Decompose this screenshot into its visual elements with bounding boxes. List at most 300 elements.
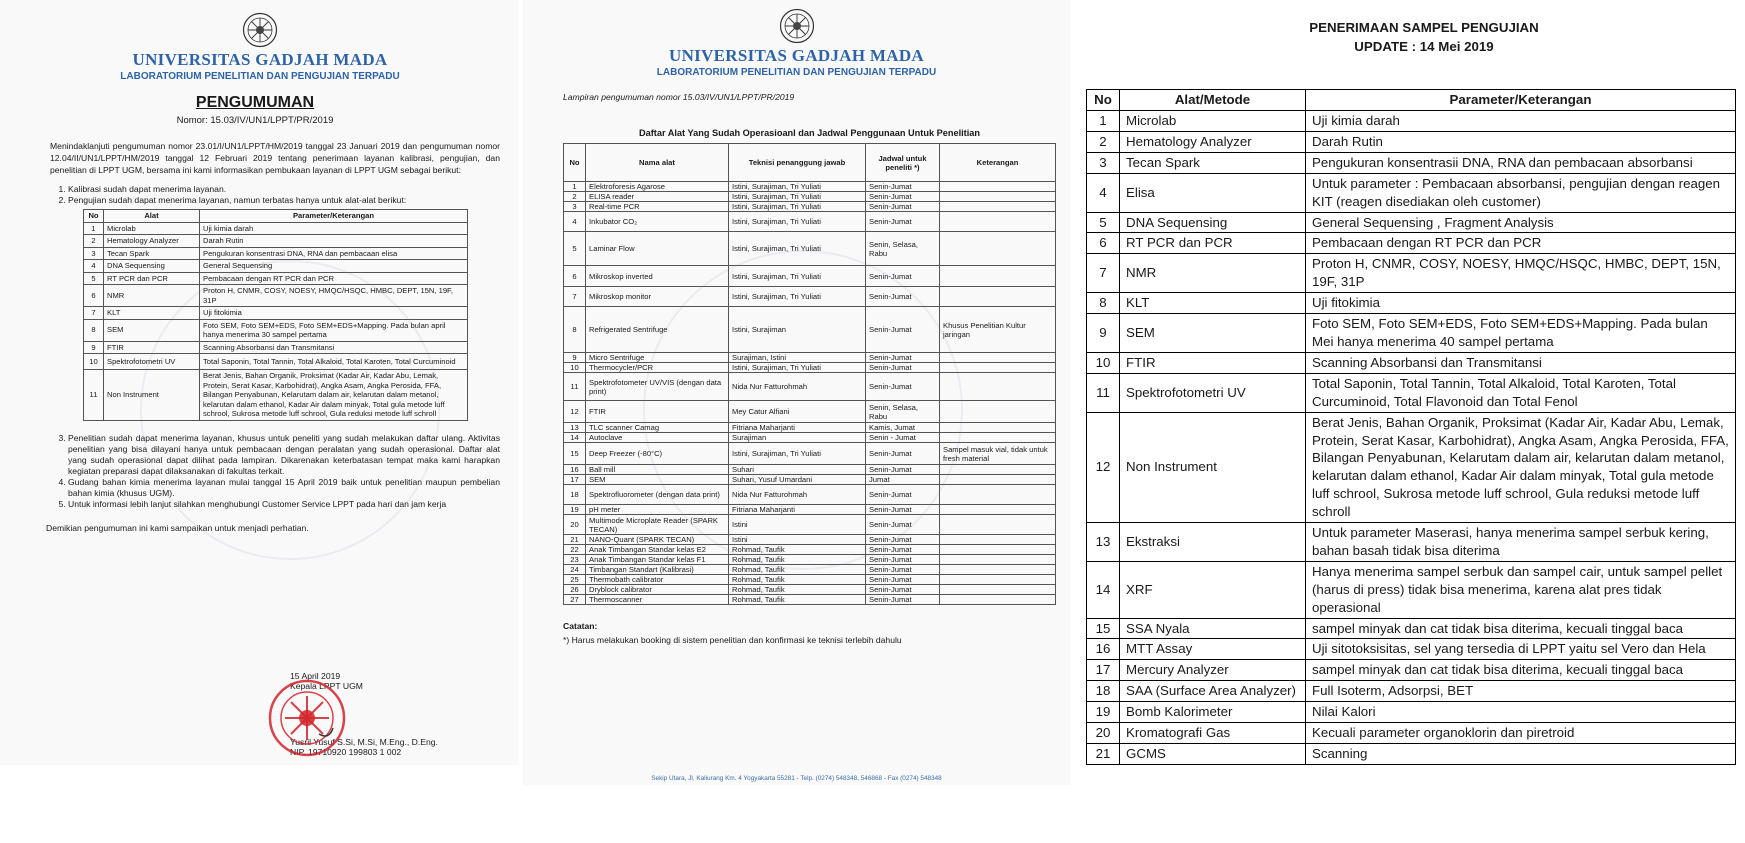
table-row [564, 433, 1056, 443]
signer-title: Kepala LPPT UGM [290, 681, 363, 691]
row-schedule: Senin-Jumat [866, 515, 940, 535]
row-parameters: Pengukuran konsentrasii DNA, RNA dan pembacaan absorbansi [1306, 152, 1736, 173]
table-row [1087, 373, 1736, 412]
row-instrument: RT PCR dan PCR [104, 272, 200, 285]
row-method: Non Instrument [1120, 412, 1306, 522]
row-equipment-name: Ball mill [586, 465, 729, 475]
table-row [564, 535, 1056, 545]
row-schedule: Senin-Jumat [866, 307, 940, 353]
row-technician: Istini, Surajiman, Tri Yuliati [729, 232, 866, 266]
table-row [84, 319, 468, 341]
row-number: 24 [564, 565, 586, 575]
table-row [84, 341, 468, 354]
row-number: 11 [564, 373, 586, 401]
row-parameters: Pembacaan dengan RT PCR dan PCR [200, 272, 468, 285]
panel-title [1112, 18, 1736, 56]
row-number: 11 [1087, 373, 1120, 412]
row-equipment-name: FTIR [586, 401, 729, 423]
row-schedule: Senin-Jumat [866, 565, 940, 575]
row-technician: Istini, Surajiman, Tri Yuliati [729, 212, 866, 232]
row-method: SSA Nyala [1120, 618, 1306, 639]
column-header: Alat [104, 210, 200, 223]
university-name: UNIVERSITAS GADJAH MADA [132, 50, 388, 69]
row-method: GCMS [1120, 744, 1306, 765]
row-parameters: General Sequensing , Fragment Analysis [1306, 212, 1736, 233]
row-technician: Istini, Surajiman, Tri Yuliati [729, 182, 866, 192]
row-technician: Mey Catur Alfiani [729, 401, 866, 423]
row-remarks: Khusus Penelitian Kultur jaringan [940, 307, 1056, 353]
row-equipment-name: Mikroskop monitor [586, 287, 729, 307]
row-remarks [940, 423, 1056, 433]
row-schedule: Senin-Jumat [866, 443, 940, 465]
table-row [1087, 723, 1736, 744]
row-equipment-name: Anak Timbangan Standar kelas F1 [586, 555, 729, 565]
row-method: Microlab [1120, 111, 1306, 132]
sample-acceptance-table [1086, 89, 1736, 765]
row-parameters: Proton H, CNMR, COSY, NOESY, HMQC/HSQC, HMBC, DEPT, 15N, 19F, 31P [1306, 254, 1736, 293]
row-equipment-name: Thermobath calibrator [586, 575, 729, 585]
row-equipment-name: Deep Freezer (-80°C) [586, 443, 729, 465]
column-header: Jadwal untuk peneliti *) [866, 144, 940, 182]
row-method: Kromatografi Gas [1120, 723, 1306, 744]
row-technician: Istini, Surajiman, Tri Yuliati [729, 287, 866, 307]
row-technician: Fitriana Maharjanti [729, 505, 866, 515]
row-method: NMR [1120, 254, 1306, 293]
row-parameters: Berat Jenis, Bahan Organik, Proksimat (Kadar Air, Kadar Abu, Lemak, Protein, Serat Kasar, Karbohidrat), Angka Asam, Angka Perosida, FFA, Bilangan Penyabunan, Kelarutam dalam air, kelarutan dalam metanol, kelarutan dalam ethanol, Kadar Air dalam minyak, Total gula metode luff schrool, Sukrosa metode luff schrool, Gula reduksi metode luff schroll [200, 370, 468, 421]
row-equipment-name: Autoclave [586, 433, 729, 443]
column-header: Parameter/Keterangan [200, 210, 468, 223]
row-number: 12 [1087, 412, 1120, 522]
row-number: 8 [564, 307, 586, 353]
table-row [564, 192, 1056, 202]
table-row [1087, 523, 1736, 562]
row-parameters: Foto SEM, Foto SEM+EDS, Foto SEM+EDS+Mapping. Pada bulan Mei hanya menerima 40 sampel pertama [1306, 314, 1736, 353]
table-row [1087, 618, 1736, 639]
row-number: 6 [1087, 233, 1120, 254]
row-technician: Istini, Surajiman, Tri Yuliati [729, 192, 866, 202]
row-equipment-name: Laminar Flow [586, 232, 729, 266]
row-parameters: Pengukuran konsentrasi DNA, RNA dan pembacaan elisa [200, 247, 468, 260]
row-remarks [940, 575, 1056, 585]
row-method: DNA Sequensing [1120, 212, 1306, 233]
table-row [1087, 744, 1736, 765]
row-schedule: Senin-Jumat [866, 595, 940, 605]
row-remarks [940, 555, 1056, 565]
row-remarks [940, 353, 1056, 363]
row-technician: Istini, Surajiman [729, 307, 866, 353]
row-parameters: Uji kimia darah [1306, 111, 1736, 132]
row-number: 8 [1087, 293, 1120, 314]
row-number: 2 [564, 192, 586, 202]
row-equipment-name: Inkubator CO₂ [586, 212, 729, 232]
table-row [564, 585, 1056, 595]
row-parameters: Proton H, CNMR, COSY, NOESY, HMQC/HSQC, HMBC, DEPT, 15N, 19F, 31P [200, 285, 468, 307]
table-row [564, 475, 1056, 485]
table-row [564, 373, 1056, 401]
row-remarks [940, 192, 1056, 202]
service-list-bottom [68, 433, 500, 510]
row-remarks [940, 505, 1056, 515]
row-equipment-name: NANO-Quant (SPARK TECAN) [586, 535, 729, 545]
table-row [564, 595, 1056, 605]
row-technician: Rohmad, Taufik [729, 545, 866, 555]
row-number: 8 [84, 319, 104, 341]
table-row [84, 307, 468, 320]
table-row [564, 423, 1056, 433]
address-footer: Sekip Utara, Jl. Kaliurang Km. 4 Yogyakarta 55281 - Telp. (0274) 548348, 546868 - Fax (0274) 548348 [651, 775, 942, 782]
row-remarks [940, 515, 1056, 535]
table-row [1087, 352, 1736, 373]
table-row [84, 260, 468, 273]
table-row [564, 555, 1056, 565]
table-row [1087, 131, 1736, 152]
row-schedule: Senin-Jumat [866, 363, 940, 373]
sign-date: 15 April 2019 [290, 671, 341, 681]
row-number: 13 [564, 423, 586, 433]
signer-name: Yusril Yusuf S.Si, M.Si, M.Eng., D.Eng. [290, 737, 438, 747]
row-number: 4 [564, 212, 586, 232]
row-number: 14 [564, 433, 586, 443]
row-remarks [940, 585, 1056, 595]
row-remarks [940, 401, 1056, 423]
row-equipment-name: ELISA reader [586, 192, 729, 202]
column-header: No [84, 210, 104, 223]
row-schedule: Senin-Jumat [866, 266, 940, 287]
row-parameters: Darah Rutin [1306, 131, 1736, 152]
row-number: 3 [564, 202, 586, 212]
update-date: UPDATE : 14 Mei 2019 [1354, 39, 1494, 54]
column-header: Parameter/Keterangan [1306, 90, 1736, 111]
row-schedule: Senin-Jumat [866, 287, 940, 307]
row-method: SAA (Surface Area Analyzer) [1120, 681, 1306, 702]
row-equipment-name: TLC scanner Camag [586, 423, 729, 433]
table-row [564, 232, 1056, 266]
row-parameters: Uji sitotoksisitas, sel yang tersedia di LPPT yaitu sel Vero dan Hela [1306, 639, 1736, 660]
row-schedule: Senin-Jumat [866, 555, 940, 565]
row-parameters: Foto SEM, Foto SEM+EDS, Foto SEM+EDS+Mapping. Pada bulan april hanya menerima 30 sampel pertama [200, 319, 468, 341]
column-header: Nama alat [586, 144, 729, 182]
row-method: Elisa [1120, 173, 1306, 212]
row-parameters: Uji fitokimia [1306, 293, 1736, 314]
table-row [564, 545, 1056, 555]
row-method: Ekstraksi [1120, 523, 1306, 562]
row-method: Hematology Analyzer [1120, 131, 1306, 152]
row-technician: Istini, Surajiman, Tri Yuliati [729, 443, 866, 465]
row-technician: Nida Nur Fatturohmah [729, 373, 866, 401]
row-number: 2 [1087, 131, 1120, 152]
attachment-reference: Lampiran pengumuman nomor 15.03/IV/UN1/LPPT/PR/2019 [563, 92, 795, 102]
list-item: 4. Gudang bahan kimia menerima layanan mulai tanggal 15 April 2019 baik untuk penelitian maupun pembelian bahan kimia (khusus UGM). [68, 477, 500, 499]
list-item: 3. Penelitian sudah dapat menerima layanan, khusus untuk peneliti yang sudah melakukan daftar ulang. Aktivitas penelitian yang bisa dilayani hanya untuk pembacaan dengan peralatan yang sudah operasional. Daftar alat yang sudah operasional dapat dilihat pada lampiran. Dikarenakan keterbatasan tempat maka kami harapkan kegiatan preparasi dapat dilaksanakan di fakultas terkait. [68, 433, 500, 477]
table-row [1087, 254, 1736, 293]
row-remarks [940, 182, 1056, 192]
intro-paragraph: Menindaklanjuti pengumuman nomor 23.01/I/UN1/LPPT/HM/2019 tanggal 23 Januari 2019 dan pengumuman nomor 12.04/II/UN1/LPPT/HM/2019 tanggal 12 Februari 2019 tentang penerimaan layanan kalibrasi, pengujian, dan penelitian di LPPT UGM, bersama ini kami informasikan pembukaan layanan di LPPT UGM sebagai berikut: [50, 141, 500, 175]
table-row [564, 505, 1056, 515]
row-method: SEM [1120, 314, 1306, 353]
table-row [564, 353, 1056, 363]
letterhead [537, 8, 1056, 78]
row-remarks [940, 433, 1056, 443]
row-instrument: KLT [104, 307, 200, 320]
row-number: 6 [564, 266, 586, 287]
row-number: 9 [564, 353, 586, 363]
announcement-number: Nomor: 15.03/IV/UN1/LPPT/PR/2019 [176, 115, 334, 126]
table-row [564, 182, 1056, 192]
row-number: 5 [84, 272, 104, 285]
row-method: Mercury Analyzer [1120, 660, 1306, 681]
column-header: No [1087, 90, 1120, 111]
row-parameters: Uji kimia darah [200, 222, 468, 235]
table-row [84, 222, 468, 235]
table-row [564, 465, 1056, 475]
table-row [1087, 314, 1736, 353]
row-method: Bomb Kalorimeter [1120, 702, 1306, 723]
row-number: 3 [84, 247, 104, 260]
row-technician: Rohmad, Taufik [729, 565, 866, 575]
row-number: 10 [1087, 352, 1120, 373]
row-number: 18 [1087, 681, 1120, 702]
row-number: 1 [84, 222, 104, 235]
equipment-table-title: Daftar Alat Yang Sudah Operasioanl dan Jadwal Penggunaan Untuk Penelitian [638, 128, 981, 138]
row-remarks [940, 202, 1056, 212]
row-number: 20 [1087, 723, 1120, 744]
column-header: No [564, 144, 586, 182]
row-instrument: Spektrofotometri UV [104, 354, 200, 370]
row-technician: Istini [729, 515, 866, 535]
column-header: Alat/Metode [1120, 90, 1306, 111]
row-equipment-name: Micro Sentrifuge [586, 353, 729, 363]
list-item: 1. Kalibrasi sudah dapat menerima layanan. [68, 184, 500, 195]
row-number: 2 [84, 235, 104, 248]
row-method: MTT Assay [1120, 639, 1306, 660]
signer-nip: NIP. 19710920 199803 1 002 [290, 747, 402, 757]
row-technician: Suhari [729, 465, 866, 475]
row-schedule: Kamis, Jumat [866, 423, 940, 433]
row-number: 19 [564, 505, 586, 515]
row-number: 5 [1087, 212, 1120, 233]
service-list-top [68, 184, 500, 206]
list-item: 5. Untuk informasi lebih lanjut silahkan menghubungi Customer Service LPPT pada hari dan jam kerja [68, 499, 500, 510]
row-remarks [940, 535, 1056, 545]
row-technician: Rohmad, Taufik [729, 575, 866, 585]
row-parameters: Untuk parameter : Pembacaan absorbansi, pengujian dengan reagen KIT (reagen disediakan oleh customer) [1306, 173, 1736, 212]
table-row [564, 401, 1056, 423]
row-number: 3 [1087, 152, 1120, 173]
row-method: Spektrofotometri UV [1120, 373, 1306, 412]
row-instrument: Non Instrument [104, 370, 200, 421]
table-row [84, 370, 468, 421]
row-instrument: Tecan Spark [104, 247, 200, 260]
row-number: 18 [564, 485, 586, 505]
equipment-list-document [523, 0, 1070, 785]
row-technician: Istini, Surajiman, Tri Yuliati [729, 266, 866, 287]
row-method: FTIR [1120, 352, 1306, 373]
row-number: 11 [84, 370, 104, 421]
row-parameters: General Sequensing [200, 260, 468, 273]
table-row [1087, 412, 1736, 522]
row-schedule: Senin - Jumat [866, 433, 940, 443]
row-parameters: Nilai Kalori [1306, 702, 1736, 723]
column-header: Teknisi penanggung jawab [729, 144, 866, 182]
row-schedule: Senin-Jumat [866, 535, 940, 545]
row-equipment-name: Mikroskop inverted [586, 266, 729, 287]
row-parameters: Scanning Absorbansi dan Transmitansi [1306, 352, 1736, 373]
table-row [564, 212, 1056, 232]
row-parameters: sampel minyak dan cat tidak bisa diterima, kecuali tinggal baca [1306, 660, 1736, 681]
row-number: 4 [84, 260, 104, 273]
table-row [84, 285, 468, 307]
row-equipment-name: Spektrofluorometer (dengan data print) [586, 485, 729, 505]
row-schedule: Senin-Jumat [866, 202, 940, 212]
row-technician: Suhari, Yusuf Umardani [729, 475, 866, 485]
row-instrument: SEM [104, 319, 200, 341]
row-instrument: DNA Sequensing [104, 260, 200, 273]
row-schedule: Senin-Jumat [866, 212, 940, 232]
row-schedule: Senin, Selasa, Rabu [866, 401, 940, 423]
announcement-document [0, 0, 518, 765]
row-schedule: Senin, Selasa, Rabu [866, 232, 940, 266]
row-instrument: FTIR [104, 341, 200, 354]
row-remarks [940, 373, 1056, 401]
column-header: Keterangan [940, 144, 1056, 182]
row-remarks [940, 266, 1056, 287]
row-remarks [940, 595, 1056, 605]
table-row [564, 202, 1056, 212]
row-remarks [940, 565, 1056, 575]
row-equipment-name: Thermoscanner [586, 595, 729, 605]
row-method: RT PCR dan PCR [1120, 233, 1306, 254]
row-technician: Istini, Surajiman, Tri Yuliati [729, 363, 866, 373]
official-stamp-icon [267, 678, 347, 758]
row-remarks [940, 475, 1056, 485]
ugm-seal-icon [779, 8, 815, 44]
table-row [1087, 173, 1736, 212]
table-row [564, 307, 1056, 353]
row-schedule: Senin-Jumat [866, 545, 940, 555]
sample-acceptance-panel [1086, 0, 1736, 765]
table-row [564, 575, 1056, 585]
lab-name: LABORATORIUM PENELITIAN DAN PENGUJIAN TERPADU [656, 67, 937, 78]
table-row [1087, 639, 1736, 660]
row-schedule: Senin-Jumat [866, 485, 940, 505]
row-number: 21 [1087, 744, 1120, 765]
row-technician: Rohmad, Taufik [729, 555, 866, 565]
university-name: UNIVERSITAS GADJAH MADA [669, 46, 924, 65]
table-row [564, 565, 1056, 575]
row-number: 9 [84, 341, 104, 354]
row-equipment-name: Multimode Microplate Reader (SPARK TECAN) [586, 515, 729, 535]
row-method: KLT [1120, 293, 1306, 314]
row-schedule: Senin-Jumat [866, 373, 940, 401]
table-row [1087, 702, 1736, 723]
closing-text: Demikian pengumuman ini kami sampaikan untuk menjadi perhatian. [46, 522, 309, 533]
row-equipment-name: Real-time PCR [586, 202, 729, 212]
row-technician: Fitriana Maharjanti [729, 423, 866, 433]
row-number: 7 [564, 287, 586, 307]
table-row [1087, 660, 1736, 681]
table-row [1087, 293, 1736, 314]
row-number: 5 [564, 232, 586, 266]
row-method: XRF [1120, 561, 1306, 618]
row-number: 9 [1087, 314, 1120, 353]
row-number: 13 [1087, 523, 1120, 562]
row-schedule: Senin-Jumat [866, 575, 940, 585]
row-schedule: Senin-Jumat [866, 585, 940, 595]
list-item: 2. Pengujian sudah dapat menerima layanan, namun terbatas hanya untuk alat-alat berikut: [68, 195, 500, 206]
table-row [1087, 152, 1736, 173]
row-technician: Surajiman, Istini [729, 353, 866, 363]
row-schedule: Senin-Jumat [866, 353, 940, 363]
row-parameters: Uji fitokimia [200, 307, 468, 320]
row-number: 22 [564, 545, 586, 555]
row-number: 10 [564, 363, 586, 373]
row-technician: Nida Nur Fatturohmah [729, 485, 866, 505]
row-number: 26 [564, 585, 586, 595]
table-row [84, 235, 468, 248]
row-number: 23 [564, 555, 586, 565]
row-parameters: Untuk parameter Maserasi, hanya menerima sampel serbuk kering, bahan basah tidak bisa diterima [1306, 523, 1736, 562]
row-number: 6 [84, 285, 104, 307]
row-method: Tecan Spark [1120, 152, 1306, 173]
row-equipment-name: pH meter [586, 505, 729, 515]
row-parameters: Kecuali parameter organoklorin dan piretroid [1306, 723, 1736, 744]
row-remarks [940, 545, 1056, 555]
row-technician: Rohmad, Taufik [729, 585, 866, 595]
row-equipment-name: Thermocycler/PCR [586, 363, 729, 373]
row-remarks: Sampel masuk vial, tidak untuk fresh material [940, 443, 1056, 465]
row-number: 15 [564, 443, 586, 465]
row-number: 20 [564, 515, 586, 535]
row-number: 15 [1087, 618, 1120, 639]
row-technician: Istini [729, 535, 866, 545]
row-instrument: Hematology Analyzer [104, 235, 200, 248]
row-technician: Rohmad, Taufik [729, 595, 866, 605]
row-schedule: Jumat [866, 475, 940, 485]
row-equipment-name: Spektrofotometer UV/VIS (dengan data print) [586, 373, 729, 401]
row-parameters: Total Saponin, Total Tannin, Total Alkaloid, Total Karoten, Total Curcuminoid, Total Flavonoid dan Total Fenol [1306, 373, 1736, 412]
table-row [564, 287, 1056, 307]
table-row [564, 485, 1056, 505]
row-number: 7 [84, 307, 104, 320]
table-row [1087, 561, 1736, 618]
row-number: 17 [564, 475, 586, 485]
table-row [84, 247, 468, 260]
row-schedule: Senin-Jumat [866, 465, 940, 475]
row-equipment-name: Timbangan Standart (Kalibrasi) [586, 565, 729, 575]
row-remarks [940, 232, 1056, 266]
row-technician: Surajiman [729, 433, 866, 443]
row-number: 25 [564, 575, 586, 585]
row-schedule: Senin-Jumat [866, 505, 940, 515]
row-remarks [940, 465, 1056, 475]
lab-name: LABORATORIUM PENELITIAN DAN PENGUJIAN TERPADU [120, 71, 400, 82]
table-row [84, 272, 468, 285]
row-remarks [940, 485, 1056, 505]
table-row [1087, 233, 1736, 254]
announcement-title: PENGUMUMAN [195, 94, 315, 111]
table-row [564, 515, 1056, 535]
testing-table-body [84, 222, 468, 420]
row-schedule: Senin-Jumat [866, 192, 940, 202]
letterhead [20, 12, 500, 82]
row-number: 4 [1087, 173, 1120, 212]
row-equipment-name: SEM [586, 475, 729, 485]
row-parameters: Scanning Absorbansi dan Transmitansi [200, 341, 468, 354]
table-row [564, 266, 1056, 287]
row-number: 17 [1087, 660, 1120, 681]
row-parameters: Scanning [1306, 744, 1736, 765]
row-number: 12 [564, 401, 586, 423]
